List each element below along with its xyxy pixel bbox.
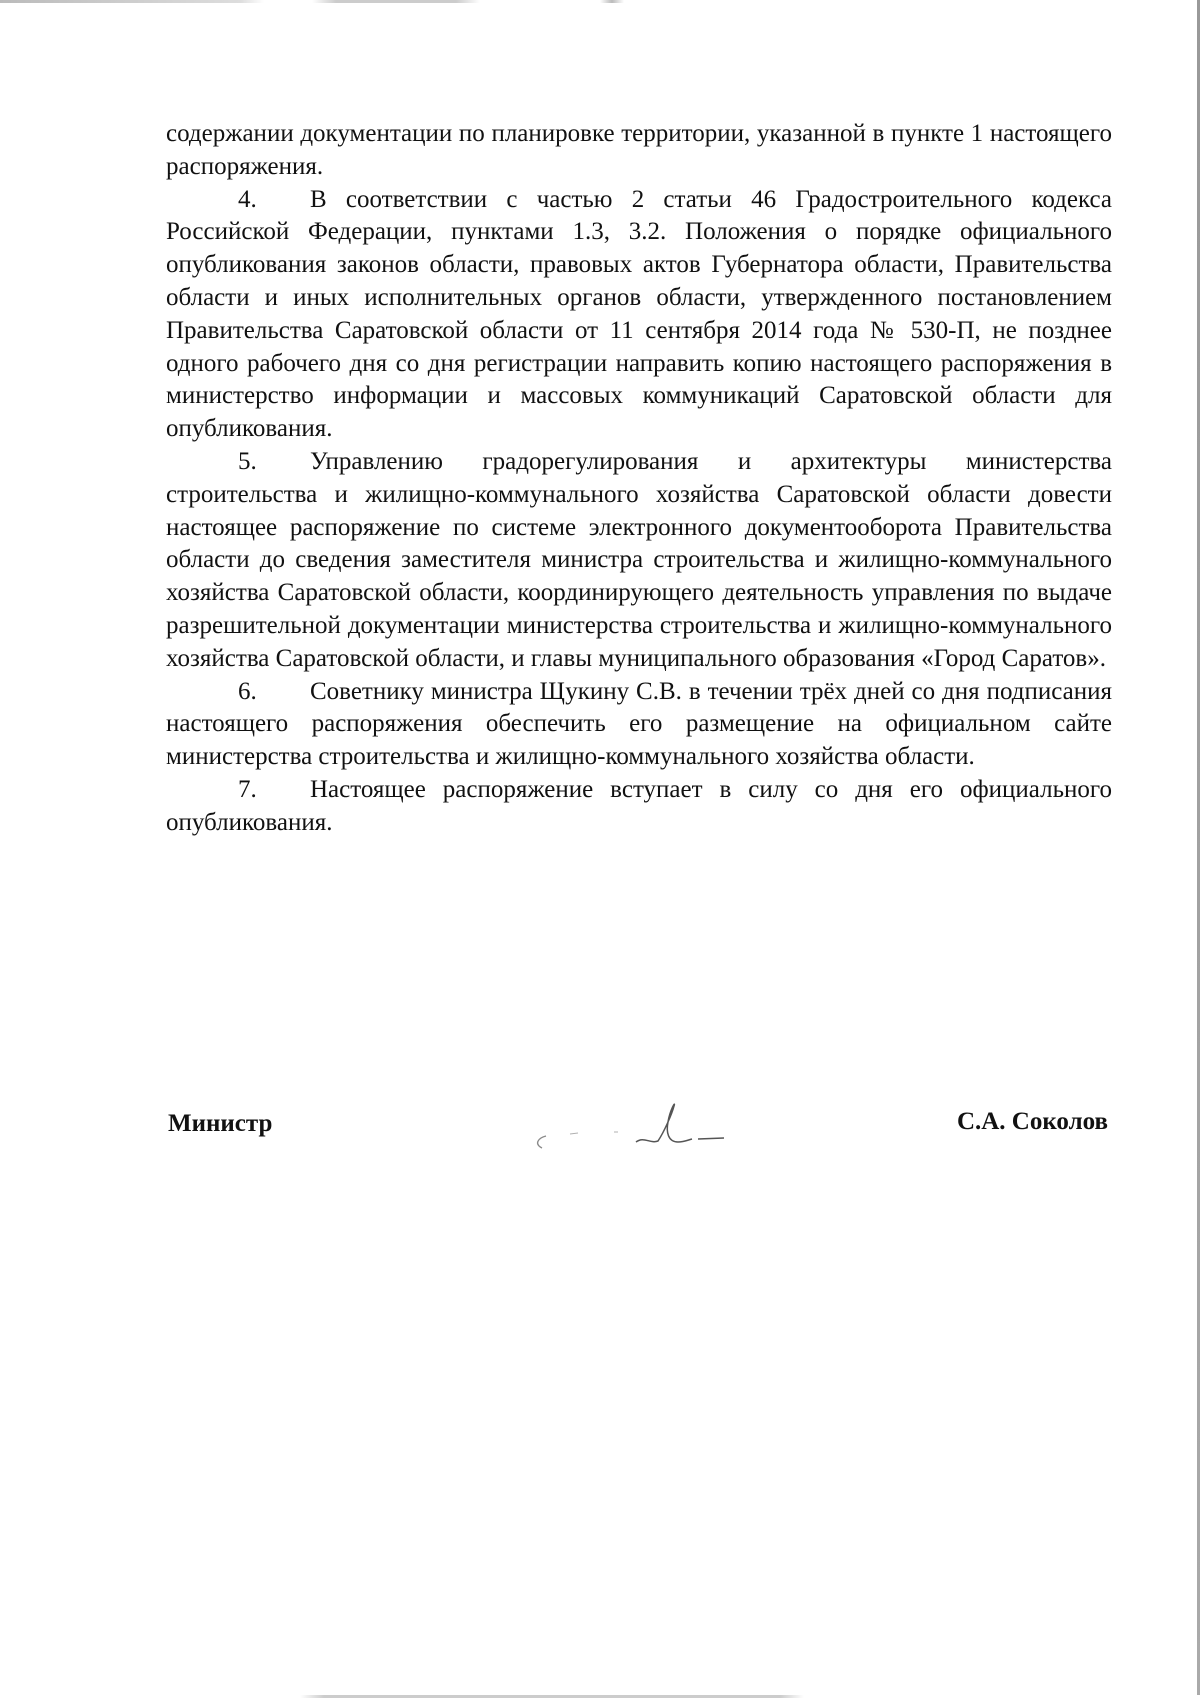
handwritten-signature <box>518 1092 748 1152</box>
paragraph-text: Настоящее распоряжение вступает в силу со дня его официального опубликования. <box>166 775 1112 836</box>
paragraph-text: Советнику министра Щукину С.В. в течении трёх дней со дня подписания настоящего распоряжения обеспечить его размещение на официальном сайте министерства строительства и жилищно-коммунального хозяйства области. <box>166 677 1112 771</box>
signatory-title: Министр <box>168 1110 273 1137</box>
document-page <box>166 118 1112 840</box>
paragraph-6 <box>166 676 1112 774</box>
scan-edge-top <box>0 0 1200 3</box>
document-body <box>166 118 1112 840</box>
paragraph-7 <box>166 774 1112 840</box>
signatory-name: С.А. Соколов <box>956 1108 1108 1135</box>
paragraph-number: 6. <box>238 677 257 705</box>
paragraph-text: Управлению градорегулирования и архитектуры министерства строительства и жилищно-коммунального хозяйства Саратовской области довести настоящее распоряжение по системе электронного документооборота Правительства области до сведения заместителя министра строительства и жилищно-коммунального хозяйства Саратовской области, координирующего деятельность управления по выдаче разрешительной документации министерства строительства и жилищно-коммунального хозяйства Саратовской области, и главы муниципального образования «Город Саратов». <box>166 447 1112 672</box>
paragraph-continuation <box>166 118 1112 184</box>
paragraph-text: В соответствии с частью 2 статьи 46 Градостроительного кодекса Российской Федерации, пунктами 1.3, 3.2. Положения о порядке официального опубликования законов области, правовых актов Губернатора области, Правительства области и иных исполнительных органов области, утвержденного постановлением Правительства Саратовской области от 11 сентября 2014 года № 530-П, не позднее одного рабочего дня со дня регистрации направить копию настоящего распоряжения в министерство информации и массовых коммуникаций Саратовской области для опубликования. <box>166 185 1112 443</box>
paragraph-4 <box>166 184 1112 446</box>
paragraph-number: 5. <box>238 447 257 475</box>
paragraph-number: 4. <box>238 185 257 213</box>
paragraph-5 <box>166 446 1112 676</box>
signature-block <box>168 1100 1108 1160</box>
paragraph-number: 7. <box>238 775 257 803</box>
paragraph-text: содержании документации по планировке территории, указанной в пункте 1 настоящего распоряжения. <box>166 120 1112 180</box>
